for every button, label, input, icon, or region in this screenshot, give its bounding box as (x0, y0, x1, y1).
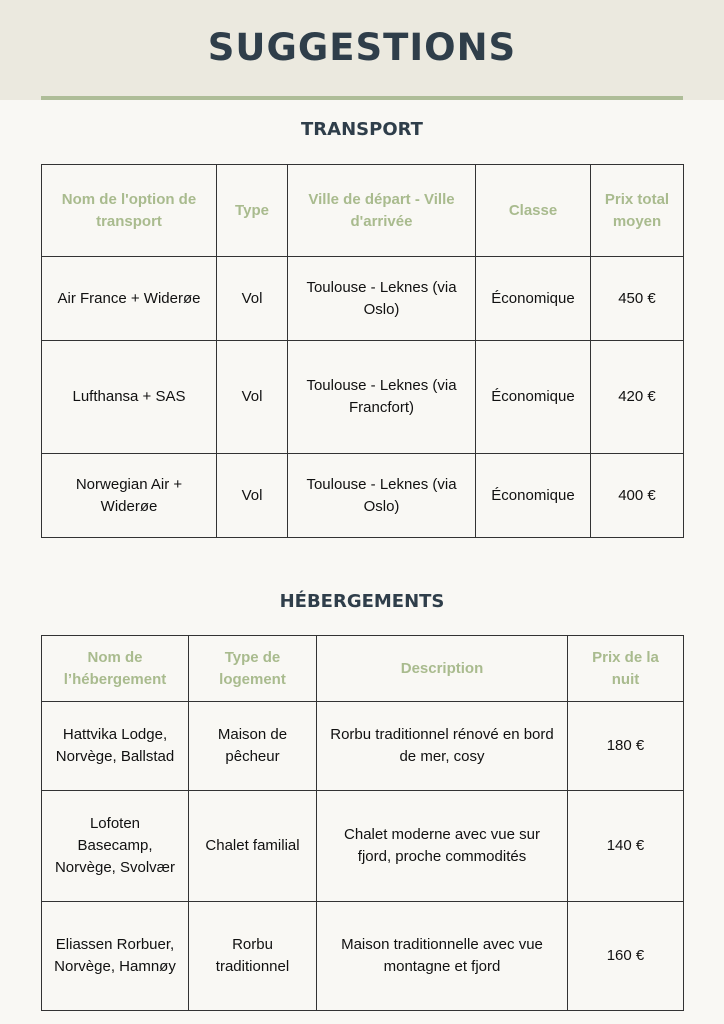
table-row (42, 902, 684, 1011)
hebergement-price-cell: 180 € (568, 702, 684, 791)
table-row (42, 341, 684, 454)
hebergements-col-type: Type de logement (189, 636, 317, 702)
hebergement-type-cell: Rorbu traditionnel (189, 902, 317, 1011)
transport-type-cell: Vol (217, 341, 288, 454)
hebergement-description-cell: Rorbu traditionnel rénové en bord de mer, cosy (317, 702, 568, 791)
transport-price-cell: 420 € (591, 341, 684, 454)
hebergements-col-name: Nom de l’hébergement (42, 636, 189, 702)
transport-class-cell: Économique (476, 257, 591, 341)
table-row (42, 702, 684, 791)
transport-table (41, 164, 684, 538)
hebergement-price-cell: 140 € (568, 791, 684, 902)
hebergement-description-cell: Chalet moderne avec vue sur fjord, proche commodités (317, 791, 568, 902)
table-row (42, 454, 684, 538)
hebergement-type-cell: Maison de pêcheur (189, 702, 317, 791)
table-row (42, 791, 684, 902)
hebergements-heading: HÉBERGEMENTS (279, 591, 445, 612)
transport-col-route: Ville de départ - Ville d'arrivée (288, 165, 476, 257)
hebergements-col-price: Prix de la nuit (568, 636, 684, 702)
transport-class-cell: Économique (476, 341, 591, 454)
hebergement-name-cell: Eliassen Rorbuer, Norvège, Hamnøy (42, 902, 189, 1011)
hebergements-table (41, 635, 684, 1011)
transport-route-cell: Toulouse - Leknes (via Francfort) (288, 341, 476, 454)
transport-class-cell: Économique (476, 454, 591, 538)
transport-col-class: Classe (476, 165, 591, 257)
transport-price-cell: 400 € (591, 454, 684, 538)
transport-name-cell: Air France + Widerøe (42, 257, 217, 341)
hebergement-name-cell: Hattvika Lodge, Norvège, Ballstad (42, 702, 189, 791)
title-divider (41, 96, 683, 100)
hebergement-price-cell: 160 € (568, 902, 684, 1011)
transport-col-price: Prix total moyen (591, 165, 684, 257)
hebergements-header-row (42, 636, 684, 702)
transport-header-row (42, 165, 684, 257)
transport-type-cell: Vol (217, 257, 288, 341)
transport-heading: TRANSPORT (301, 119, 423, 140)
transport-type-cell: Vol (217, 454, 288, 538)
hebergement-name-cell: Lofoten Basecamp, Norvège, Svolvær (42, 791, 189, 902)
transport-name-cell: Lufthansa + SAS (42, 341, 217, 454)
transport-col-name: Nom de l'option de transport (42, 165, 217, 257)
table-row (42, 257, 684, 341)
transport-route-cell: Toulouse - Leknes (via Oslo) (288, 257, 476, 341)
hebergement-type-cell: Chalet familial (189, 791, 317, 902)
hebergement-description-cell: Maison traditionnelle avec vue montagne et fjord (317, 902, 568, 1011)
transport-name-cell: Norwegian Air + Widerøe (42, 454, 217, 538)
transport-col-type: Type (217, 165, 288, 257)
page-title: SUGGESTIONS (207, 26, 517, 69)
hebergements-col-description: Description (317, 636, 568, 702)
transport-price-cell: 450 € (591, 257, 684, 341)
transport-route-cell: Toulouse - Leknes (via Oslo) (288, 454, 476, 538)
